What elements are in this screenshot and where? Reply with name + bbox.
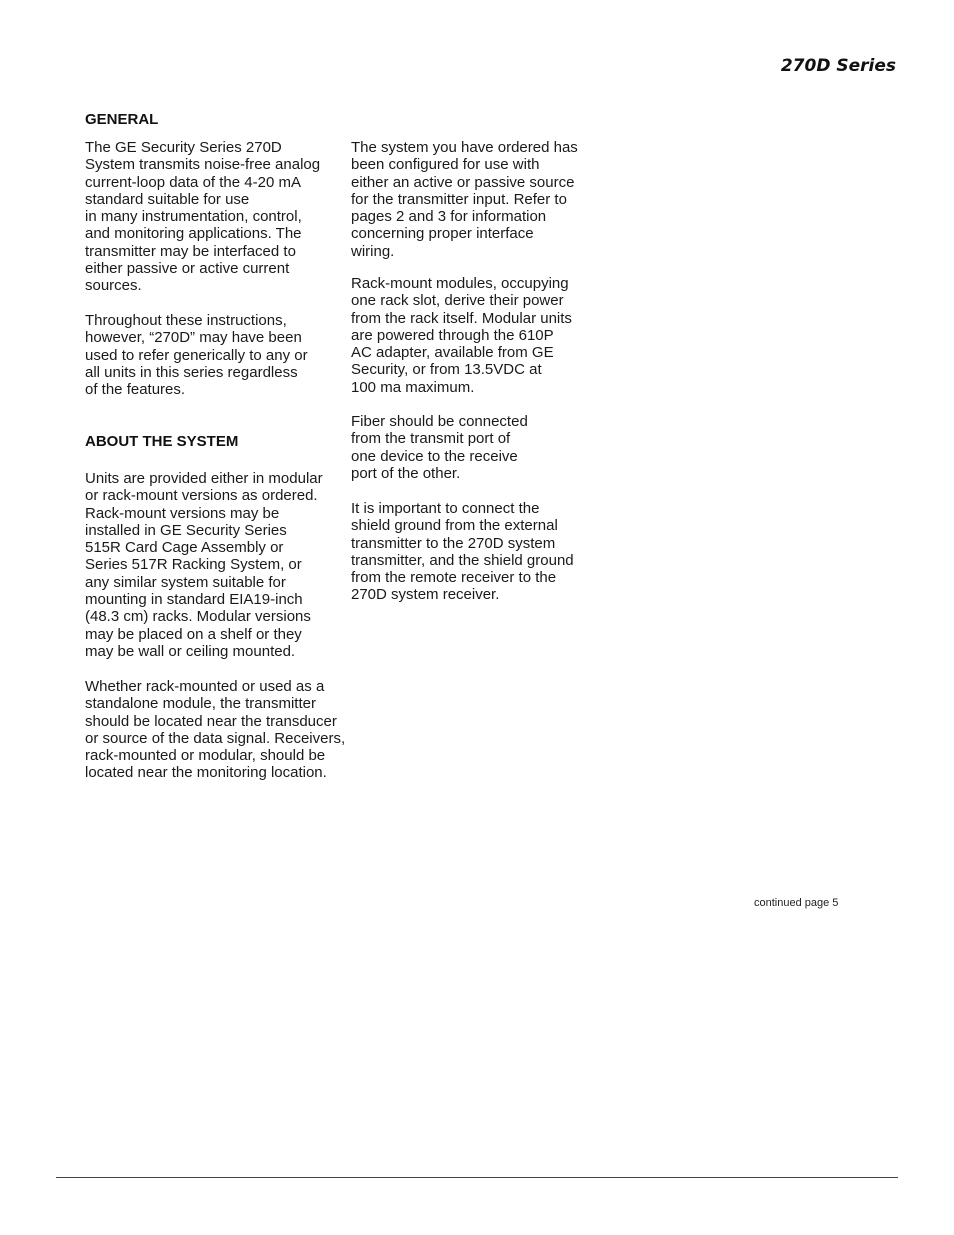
right-paragraph-1: The system you have ordered has been configured for use with either an active or passive source for the transmitter input. Refer to pages 2 and 3 for information concerning proper interface wiring. [351,139,578,260]
general-paragraph-2: Throughout these instructions, however, “270D” may have been used to refer generically to any or all units in this series regardless of the features. [85,312,308,399]
about-paragraph-2: Whether rack-mounted or used as a standalone module, the transmitter should be located near the transducer or source of the data signal. Receivers, rack-mounted or modular, should be located near the monitoring location. [85,678,346,782]
about-paragraph-1: Units are provided either in modular or rack-mount versions as ordered. Rack-mount versions may be installed in GE Security Series 515R Card Cage Assembly or Series 517R Racking System, or any similar system suitable for mounting in standard EIA19-inch (48.3 cm) racks. Modular versions may be placed on a shelf or they may be wall or ceiling mounted. [85,470,323,660]
about-heading: ABOUT THE SYSTEM [85,433,239,450]
right-paragraph-2: Rack-mount modules, occupying one rack slot, derive their power from the rack itself. Modular units are powered through the 610P AC adapter, available from GE Security, or from 13.5VDC at 100 ma maximum. [351,275,572,396]
footer-divider [56,1177,898,1178]
continued-note: continued page 5 [754,897,839,909]
general-heading: GENERAL [85,111,159,128]
right-paragraph-4: It is important to connect the shield ground from the external transmitter to the 270D system transmitter, and the shield ground from the remote receiver to the 270D system receiver. [351,500,574,604]
right-paragraph-3: Fiber should be connected from the transmit port of one device to the receive port of the other. [351,413,528,482]
general-paragraph-1: The GE Security Series 270D System transmits noise-free analog current-loop data of the 4-20 mA standard suitable for use in many instrumentation, control, and monitoring applications. The transmitter may be interfaced to either passive or active current sources. [85,139,321,295]
series-title: 270D Series [780,56,896,76]
